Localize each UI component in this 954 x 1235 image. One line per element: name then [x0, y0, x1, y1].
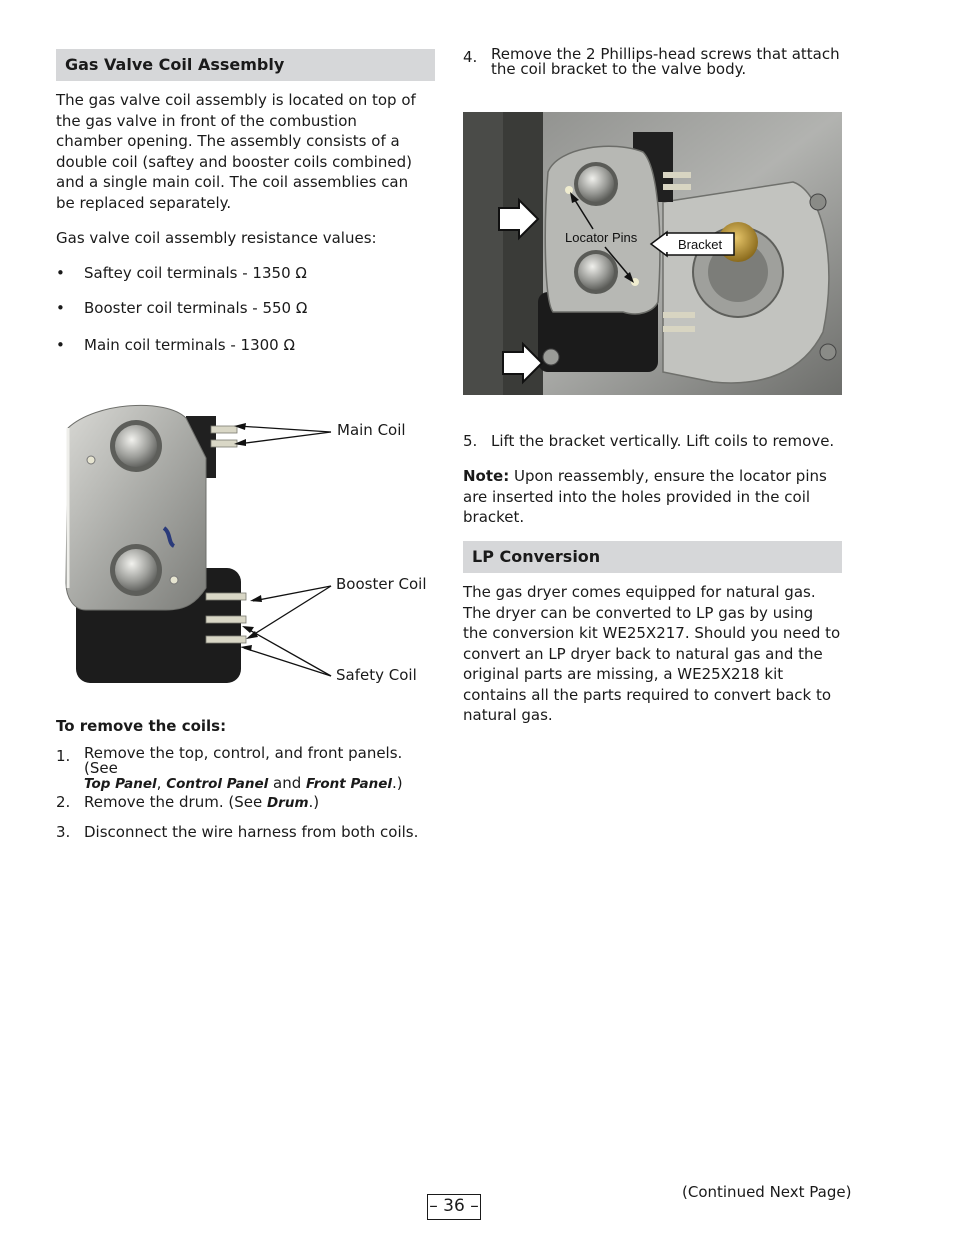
label-safety-coil: Safety Coil: [336, 666, 417, 684]
reassembly-note: [463, 466, 841, 528]
step-1: [56, 744, 436, 792]
lp-paragraph: The gas dryer comes equipped for natural gas. The dryer can be converted to LP gas by using the conversion kit WE25X217. Should you need to convert an LP dryer back to natural gas and the original parts are missing, a WE25X218 kit contains all the parts required to convert back to natural gas.: [463, 583, 841, 724]
section-title-gas-valve: Gas Valve Coil Assembly: [56, 49, 435, 81]
ref-separator: ,: [156, 774, 167, 792]
step-number: 5.: [463, 432, 478, 450]
label-locator-pins: Locator Pins: [565, 230, 638, 245]
step-text: Lift the bracket vertically. Lift coils to remove.: [491, 432, 835, 450]
step-text: Remove the 2 Phillips-head screws that attach the coil bracket to the valve body.: [491, 45, 840, 78]
ref-separator: and: [268, 774, 307, 792]
label-bracket: Bracket: [678, 237, 723, 252]
step-text: [84, 792, 319, 814]
ref-drum[interactable]: Drum: [266, 795, 309, 811]
step-number: 4.: [463, 48, 478, 66]
step-2: [56, 792, 436, 814]
ref-top-panel[interactable]: Top Panel: [84, 776, 157, 792]
step-number: 2.: [56, 793, 71, 811]
label-main-coil: Main Coil: [337, 421, 406, 439]
step-text-end: .): [308, 793, 320, 811]
intro-paragraph: The gas valve coil assembly is located on top of the gas valve in front of the combustion chamber opening. The assembly consists of a double coil (saftey and booster coils combined) and a single main coil. The coil assemblies can be replaced separately.: [56, 91, 416, 212]
step-text: Disconnect the wire harness from both coils.: [84, 823, 419, 841]
bullet-text: Main coil terminals - 1300 Ω: [84, 336, 295, 354]
step-4: [463, 47, 843, 83]
bullet-dot: •: [56, 264, 65, 282]
bullet-text: Saftey coil terminals - 1350 Ω: [84, 264, 307, 282]
step-text-end: .): [392, 774, 403, 792]
step-3: [56, 822, 436, 844]
step-number: 1.: [56, 747, 71, 765]
note-text: Upon reassembly, ensure the locator pins are inserted into the holes provided in the coil bracket.: [463, 467, 827, 526]
step-number: 3.: [56, 823, 71, 841]
bullet-dot: •: [56, 299, 65, 317]
bullet-text: Booster coil terminals - 550 Ω: [84, 299, 308, 317]
gas-valve-photo: [463, 112, 842, 395]
ref-front-panel[interactable]: Front Panel: [306, 776, 392, 792]
label-booster-coil: Booster Coil: [336, 575, 427, 593]
continued-note: (Continued Next Page): [682, 1183, 852, 1201]
ref-control-panel[interactable]: Control Panel: [166, 776, 269, 792]
remove-coils-heading: To remove the coils:: [56, 717, 227, 735]
bullet-dot: •: [56, 336, 65, 354]
resistance-heading: Gas valve coil assembly resistance values:: [56, 229, 377, 247]
step-text-main: Remove the drum. (See: [84, 793, 267, 811]
section-title-lp-conversion: LP Conversion: [463, 541, 842, 573]
note-label: Note:: [463, 467, 510, 485]
step-text: [84, 746, 436, 792]
coil-assembly-figure: [56, 398, 436, 688]
step-text-main: Remove the top, control, and front panels. (See: [84, 744, 403, 777]
step-5: [463, 431, 843, 453]
page-number: – 36 –: [427, 1194, 481, 1220]
